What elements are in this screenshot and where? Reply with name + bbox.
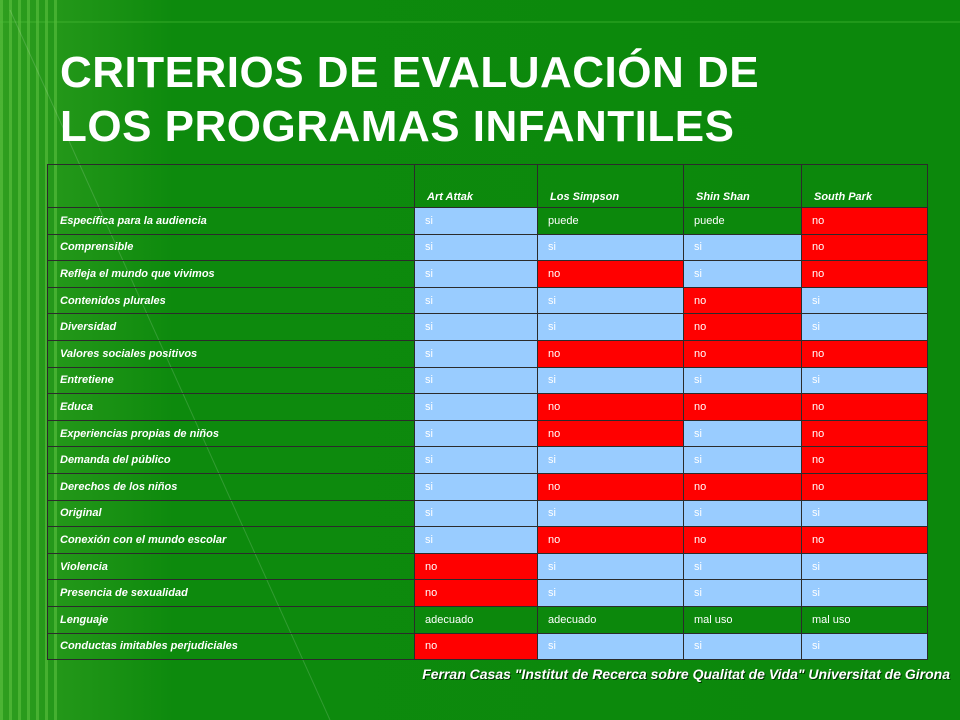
value-cell: puede [538,208,684,235]
value-cell: no [415,633,538,660]
table-row [48,261,928,288]
table-row [48,314,928,341]
value-cell: adecuado [538,606,684,633]
value-cell: si [415,394,538,421]
value-cell: no [802,340,928,367]
value-cell: si [684,447,802,474]
criterion-label: Contenidos plurales [48,287,415,314]
value-cell: no [802,420,928,447]
value-cell: no [684,473,802,500]
value-cell: no [802,261,928,288]
value-cell: no [802,447,928,474]
criterion-label: Lenguaje [48,606,415,633]
table-header-row [48,165,928,208]
value-cell: si [684,261,802,288]
value-cell: no [802,527,928,554]
value-cell: si [802,500,928,527]
value-cell: si [538,633,684,660]
value-cell: si [538,367,684,394]
value-cell: si [802,367,928,394]
value-cell: no [802,394,928,421]
value-cell: si [415,287,538,314]
value-cell: si [802,314,928,341]
value-cell: mal uso [684,606,802,633]
value-cell: si [415,208,538,235]
value-cell: si [415,473,538,500]
value-cell: si [538,500,684,527]
value-cell: si [538,553,684,580]
value-cell: si [538,580,684,607]
table-row [48,367,928,394]
criterion-label: Presencia de sexualidad [48,580,415,607]
value-cell: si [538,447,684,474]
header-corner-cell [48,165,415,208]
criterion-label: Educa [48,394,415,421]
value-cell: no [538,420,684,447]
table-row [48,527,928,554]
criterion-label: Entretiene [48,367,415,394]
criterion-label: Violencia [48,553,415,580]
table-row [48,340,928,367]
value-cell: mal uso [802,606,928,633]
table-row [48,580,928,607]
table-row [48,500,928,527]
value-cell: si [684,420,802,447]
value-cell: si [415,500,538,527]
table-row [48,420,928,447]
value-cell: si [415,447,538,474]
table-row [48,606,928,633]
value-cell: si [802,287,928,314]
table-row [48,447,928,474]
value-cell: si [415,234,538,261]
value-cell: no [684,340,802,367]
value-cell: si [802,580,928,607]
value-cell: si [538,287,684,314]
criterion-label: Derechos de los niños [48,473,415,500]
criterion-label: Valores sociales positivos [48,340,415,367]
value-cell: no [684,394,802,421]
page-title [60,46,940,154]
value-cell: no [415,580,538,607]
value-cell: no [538,473,684,500]
value-cell: no [684,527,802,554]
value-cell: no [802,473,928,500]
table-row [48,208,928,235]
value-cell: no [538,527,684,554]
table-row [48,633,928,660]
value-cell: si [684,500,802,527]
value-cell: si [802,633,928,660]
value-cell: no [415,553,538,580]
criterion-label: Original [48,500,415,527]
title-line-1: CRITERIOS DE EVALUACIÓN DE [60,48,760,97]
criterion-label: Conductas imitables perjudiciales [48,633,415,660]
criterion-label: Comprensible [48,234,415,261]
criterion-label: Específica para la audiencia [48,208,415,235]
table-row [48,234,928,261]
value-cell: si [538,234,684,261]
value-cell: si [684,553,802,580]
column-header: South Park [802,165,928,208]
value-cell: si [415,420,538,447]
value-cell: si [802,553,928,580]
value-cell: si [684,580,802,607]
table-row [48,287,928,314]
value-cell: si [415,261,538,288]
value-cell: adecuado [415,606,538,633]
value-cell: si [415,527,538,554]
evaluation-table [47,164,928,660]
value-cell: si [415,367,538,394]
criterion-label: Refleja el mundo que vivimos [48,261,415,288]
table-row [48,553,928,580]
value-cell: no [538,394,684,421]
column-header: Art Attak [415,165,538,208]
value-cell: no [538,340,684,367]
value-cell: no [802,208,928,235]
value-cell: no [684,314,802,341]
criterion-label: Diversidad [48,314,415,341]
value-cell: si [415,340,538,367]
table-row [48,473,928,500]
value-cell: si [415,314,538,341]
criterion-label: Demanda del público [48,447,415,474]
title-line-2: LOS PROGRAMAS INFANTILES [60,102,735,151]
criterion-label: Experiencias propias de niños [48,420,415,447]
column-header: Shin Shan [684,165,802,208]
value-cell: no [684,287,802,314]
criterion-label: Conexión con el mundo escolar [48,527,415,554]
value-cell: si [684,234,802,261]
value-cell: si [684,633,802,660]
value-cell: si [684,367,802,394]
table-row [48,394,928,421]
value-cell: puede [684,208,802,235]
value-cell: no [802,234,928,261]
credit-text: Ferran Casas "Institut de Recerca sobre Qualitat de Vida" Universitat de Girona [422,666,950,682]
column-header: Los Simpson [538,165,684,208]
value-cell: si [538,314,684,341]
value-cell: no [538,261,684,288]
